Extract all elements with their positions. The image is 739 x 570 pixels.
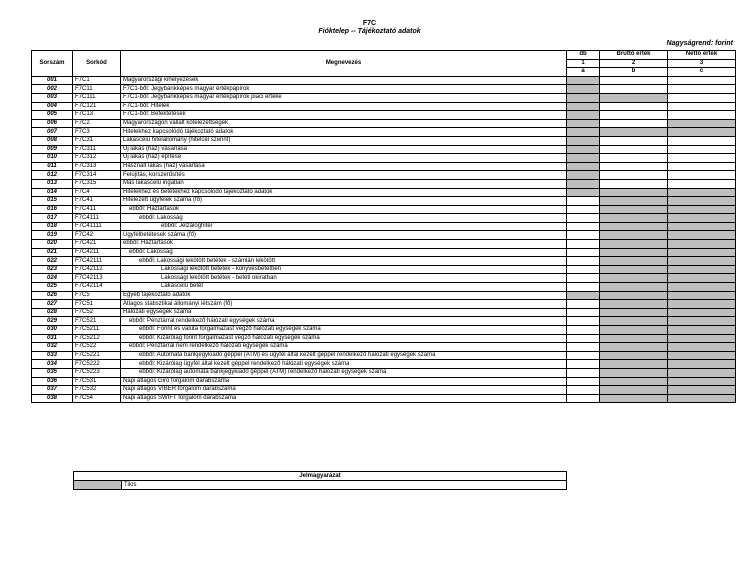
value-cell-brutto bbox=[600, 265, 668, 274]
row-name: ebből: Lakosság bbox=[121, 248, 567, 257]
row-number: 010 bbox=[32, 154, 73, 163]
table-row bbox=[32, 257, 736, 266]
row-name: ebből: Automata bankjegykiadó géppel (ATM) és ügyfél által kezelt géppel rendelkező hálózati egységek száma bbox=[121, 351, 567, 360]
value-cell-db bbox=[567, 197, 600, 206]
value-cell-netto bbox=[668, 300, 736, 309]
value-cell-brutto bbox=[600, 394, 668, 403]
value-cell-db bbox=[567, 248, 600, 257]
row-code: F7C11 bbox=[73, 85, 121, 94]
legend-item-label: Tilos bbox=[122, 481, 567, 490]
col-letter-netto: c bbox=[668, 68, 736, 77]
value-cell-db bbox=[567, 231, 600, 240]
col-header-brutto: Bruttó érték bbox=[600, 51, 668, 60]
row-name: Napi átlagos Giro forgalom darabszáma bbox=[121, 377, 567, 386]
row-number: 011 bbox=[32, 162, 73, 171]
value-cell-netto bbox=[668, 136, 736, 145]
value-cell-netto bbox=[668, 343, 736, 352]
row-code: F7C31 bbox=[73, 136, 121, 145]
legend-swatch bbox=[74, 481, 122, 490]
row-code: F7C52 bbox=[73, 308, 121, 317]
row-code: F7C531 bbox=[73, 377, 121, 386]
row-code: F7C4211 bbox=[73, 248, 121, 257]
table-row bbox=[32, 179, 736, 188]
row-number: 021 bbox=[32, 248, 73, 257]
value-cell-db bbox=[567, 334, 600, 343]
row-name: Használt lakás (ház) vásárlása bbox=[121, 162, 567, 171]
value-cell-db bbox=[567, 386, 600, 395]
value-cell-netto bbox=[668, 283, 736, 292]
value-cell-brutto bbox=[600, 171, 668, 180]
value-cell-brutto bbox=[600, 145, 668, 154]
row-number: 005 bbox=[32, 111, 73, 120]
row-code: F7C5211 bbox=[73, 326, 121, 335]
col-header-netto: Nettó érték bbox=[668, 51, 736, 60]
row-name: Lakossági lekötött betétek - betéti okiratban bbox=[121, 274, 567, 283]
value-cell-db bbox=[567, 154, 600, 163]
value-cell-netto bbox=[668, 188, 736, 197]
value-cell-brutto bbox=[600, 308, 668, 317]
row-code: F7C111 bbox=[73, 93, 121, 102]
row-name: Új lakás (ház) építése bbox=[121, 154, 567, 163]
col-header-sorszam: Sorszám bbox=[32, 51, 73, 77]
row-number: 032 bbox=[32, 343, 73, 352]
value-cell-db bbox=[567, 308, 600, 317]
row-number: 033 bbox=[32, 351, 73, 360]
value-cell-brutto bbox=[600, 162, 668, 171]
value-cell-netto bbox=[668, 171, 736, 180]
row-name: ebből: Kizárólag automata bankjegykiadó géppel (ATM) rendelkező hálózati egységek száma bbox=[121, 368, 567, 377]
table-row bbox=[32, 231, 736, 240]
row-number: 020 bbox=[32, 240, 73, 249]
value-cell-brutto bbox=[600, 248, 668, 257]
value-cell-netto bbox=[668, 240, 736, 249]
value-cell-db bbox=[567, 93, 600, 102]
col-header-sorkod: Sorkód bbox=[73, 51, 121, 77]
value-cell-netto bbox=[668, 162, 736, 171]
row-name: Hitelekhez és betétekhez kapcsolódó tájékoztató adatok bbox=[121, 188, 567, 197]
row-code: F7C4111 bbox=[73, 214, 121, 223]
value-cell-netto bbox=[668, 291, 736, 300]
table-row bbox=[32, 197, 736, 206]
value-cell-netto bbox=[668, 265, 736, 274]
row-name: Magyarországi kihelyezések bbox=[121, 76, 567, 85]
value-cell-netto bbox=[668, 248, 736, 257]
col-letter-db: a bbox=[567, 68, 600, 77]
value-cell-netto bbox=[668, 205, 736, 214]
row-code: F7C421 bbox=[73, 240, 121, 249]
value-cell-brutto bbox=[600, 179, 668, 188]
value-cell-db bbox=[567, 265, 600, 274]
value-cell-netto bbox=[668, 231, 736, 240]
row-name: F7C1-ből: Jegybankképes magyar értékpapírok piaci értéke bbox=[121, 93, 567, 102]
value-cell-netto bbox=[668, 93, 736, 102]
row-name: Más lakáscélú ingatlan bbox=[121, 179, 567, 188]
value-cell-brutto bbox=[600, 119, 668, 128]
row-name: Napi átlagos SWIFT forgalom darabszáma bbox=[121, 394, 567, 403]
row-code: F7C121 bbox=[73, 102, 121, 111]
table-row bbox=[32, 326, 736, 335]
row-code: F7C42112 bbox=[73, 265, 121, 274]
row-name: Lakossági lekötött betétek - könyvesbetétben bbox=[121, 265, 567, 274]
row-name: Hitelezett ügyfelek száma (fő) bbox=[121, 197, 567, 206]
value-cell-brutto bbox=[600, 386, 668, 395]
row-name: Egyéb tájékoztató adatok bbox=[121, 291, 567, 300]
row-code: F7C54 bbox=[73, 394, 121, 403]
row-name: ebből: Forint és valuta forgalmazást végző hálózati egységek száma bbox=[121, 326, 567, 335]
value-cell-db bbox=[567, 162, 600, 171]
row-name: F7C1-ből: Befektetések bbox=[121, 111, 567, 120]
row-number: 019 bbox=[32, 231, 73, 240]
row-name: ebből: Kizárólag ügyfél által kezelt géppel rendelkező hálózati egységek száma bbox=[121, 360, 567, 369]
value-cell-netto bbox=[668, 197, 736, 206]
value-cell-db bbox=[567, 222, 600, 231]
row-number: 003 bbox=[32, 93, 73, 102]
row-number: 025 bbox=[32, 283, 73, 292]
value-cell-brutto bbox=[600, 283, 668, 292]
value-cell-netto bbox=[668, 351, 736, 360]
row-number: 037 bbox=[32, 386, 73, 395]
table-row bbox=[32, 317, 736, 326]
value-cell-db bbox=[567, 145, 600, 154]
row-code: F7C51 bbox=[73, 300, 121, 309]
row-number: 027 bbox=[32, 300, 73, 309]
row-number: 022 bbox=[32, 257, 73, 266]
table-row bbox=[32, 283, 736, 292]
value-cell-brutto bbox=[600, 197, 668, 206]
value-cell-db bbox=[567, 171, 600, 180]
value-cell-netto bbox=[668, 154, 736, 163]
col-number-db: 1 bbox=[567, 59, 600, 68]
row-code: F7C313 bbox=[73, 162, 121, 171]
row-code: F7C42111 bbox=[73, 257, 121, 266]
row-number: 015 bbox=[32, 197, 73, 206]
table-row bbox=[32, 111, 736, 120]
report-subtitle: Fióktelep -- Tájékoztató adatok bbox=[318, 28, 421, 35]
value-cell-brutto bbox=[600, 214, 668, 223]
row-number: 034 bbox=[32, 360, 73, 369]
row-name: ebből: Háztartások bbox=[121, 205, 567, 214]
value-cell-netto bbox=[668, 119, 736, 128]
row-code: F7C411 bbox=[73, 205, 121, 214]
value-cell-db bbox=[567, 102, 600, 111]
row-name: ebből: Lakossági lekötött betétek - számlán lekötött bbox=[121, 257, 567, 266]
value-cell-netto bbox=[668, 274, 736, 283]
row-code: F7C42113 bbox=[73, 274, 121, 283]
table-row bbox=[32, 248, 736, 257]
value-cell-brutto bbox=[600, 222, 668, 231]
value-cell-brutto bbox=[600, 136, 668, 145]
value-cell-netto bbox=[668, 317, 736, 326]
value-cell-netto bbox=[668, 145, 736, 154]
value-cell-brutto bbox=[600, 154, 668, 163]
row-name: Lakáscélú betét bbox=[121, 283, 567, 292]
row-name: ebből: Pénztárral rendelkező hálózati egységek száma bbox=[121, 317, 567, 326]
value-cell-brutto bbox=[600, 240, 668, 249]
table-row bbox=[32, 188, 736, 197]
table-row bbox=[32, 240, 736, 249]
row-name: Magyarországon vállalt kötelezettségek bbox=[121, 119, 567, 128]
value-cell-db bbox=[567, 326, 600, 335]
row-number: 002 bbox=[32, 85, 73, 94]
row-name: Napi átlagos VIBER forgalom darabszáma bbox=[121, 386, 567, 395]
row-name: Hitelekhez kapcsolódó tájékoztató adatok bbox=[121, 128, 567, 137]
table-row bbox=[32, 154, 736, 163]
row-name: ebből: Jelzáloghitel bbox=[121, 222, 567, 231]
value-cell-netto bbox=[668, 179, 736, 188]
row-name: ebből: Háztartások bbox=[121, 240, 567, 249]
value-cell-db bbox=[567, 360, 600, 369]
table-row bbox=[32, 334, 736, 343]
row-number: 028 bbox=[32, 308, 73, 317]
row-code: F7C5212 bbox=[73, 334, 121, 343]
table-row bbox=[32, 171, 736, 180]
row-code: F7C5 bbox=[73, 291, 121, 300]
report-code: F7C bbox=[362, 20, 377, 27]
table-row bbox=[32, 145, 736, 154]
col-number-brutto: 2 bbox=[600, 59, 668, 68]
col-letter-brutto: b bbox=[600, 68, 668, 77]
row-number: 038 bbox=[32, 394, 73, 403]
value-cell-netto bbox=[668, 308, 736, 317]
value-cell-brutto bbox=[600, 93, 668, 102]
value-cell-db bbox=[567, 240, 600, 249]
row-code: F7C532 bbox=[73, 386, 121, 395]
table-row bbox=[32, 308, 736, 317]
row-number: 008 bbox=[32, 136, 73, 145]
table-row bbox=[32, 386, 736, 395]
row-code: F7C311 bbox=[73, 145, 121, 154]
table-row bbox=[32, 162, 736, 171]
row-name: Lakáscélú hitelállomány (hitelcél szerint) bbox=[121, 136, 567, 145]
value-cell-db bbox=[567, 343, 600, 352]
row-code: F7C522 bbox=[73, 343, 121, 352]
row-number: 030 bbox=[32, 326, 73, 335]
row-number: 024 bbox=[32, 274, 73, 283]
row-name: F7C1-ből: Hitelek bbox=[121, 102, 567, 111]
row-number: 001 bbox=[32, 76, 73, 85]
value-cell-brutto bbox=[600, 300, 668, 309]
table-row bbox=[32, 265, 736, 274]
value-cell-db bbox=[567, 394, 600, 403]
row-code: F7C314 bbox=[73, 171, 121, 180]
value-cell-netto bbox=[668, 394, 736, 403]
row-number: 017 bbox=[32, 214, 73, 223]
value-cell-brutto bbox=[600, 351, 668, 360]
value-cell-brutto bbox=[600, 368, 668, 377]
table-row bbox=[32, 274, 736, 283]
row-number: 023 bbox=[32, 265, 73, 274]
row-code: F7C2 bbox=[73, 119, 121, 128]
table-row bbox=[32, 291, 736, 300]
row-name: F7C1-ből: Jegybankképes magyar értékpapírok bbox=[121, 85, 567, 94]
row-number: 004 bbox=[32, 102, 73, 111]
row-name: ebből: Lakosság bbox=[121, 214, 567, 223]
row-number: 007 bbox=[32, 128, 73, 137]
col-number-netto: 3 bbox=[668, 59, 736, 68]
value-cell-db bbox=[567, 368, 600, 377]
row-code: F7C5222 bbox=[73, 360, 121, 369]
row-name: Új lakás (ház) vásárlása bbox=[121, 145, 567, 154]
value-cell-netto bbox=[668, 386, 736, 395]
table-row bbox=[32, 351, 736, 360]
value-cell-brutto bbox=[600, 257, 668, 266]
row-code: F7C315 bbox=[73, 179, 121, 188]
value-cell-db bbox=[567, 179, 600, 188]
value-cell-brutto bbox=[600, 231, 668, 240]
table-row bbox=[32, 360, 736, 369]
value-cell-netto bbox=[668, 326, 736, 335]
value-cell-netto bbox=[668, 222, 736, 231]
row-number: 026 bbox=[32, 291, 73, 300]
value-cell-brutto bbox=[600, 102, 668, 111]
value-cell-netto bbox=[668, 360, 736, 369]
value-cell-brutto bbox=[600, 377, 668, 386]
value-cell-db bbox=[567, 128, 600, 137]
value-cell-db bbox=[567, 351, 600, 360]
value-cell-db bbox=[567, 76, 600, 85]
value-cell-db bbox=[567, 85, 600, 94]
row-number: 035 bbox=[32, 368, 73, 377]
row-number: 009 bbox=[32, 145, 73, 154]
value-cell-brutto bbox=[600, 326, 668, 335]
table-row bbox=[32, 85, 736, 94]
row-code: F7C5223 bbox=[73, 368, 121, 377]
table-row bbox=[32, 214, 736, 223]
table-row bbox=[32, 119, 736, 128]
table-row bbox=[32, 300, 736, 309]
row-code: F7C42 bbox=[73, 231, 121, 240]
table-row bbox=[32, 394, 736, 403]
value-cell-db bbox=[567, 317, 600, 326]
value-cell-brutto bbox=[600, 360, 668, 369]
value-cell-netto bbox=[668, 377, 736, 386]
value-cell-brutto bbox=[600, 291, 668, 300]
value-cell-brutto bbox=[600, 85, 668, 94]
value-cell-brutto bbox=[600, 274, 668, 283]
value-cell-db bbox=[567, 188, 600, 197]
value-cell-netto bbox=[668, 128, 736, 137]
col-header-db: db bbox=[567, 51, 600, 60]
row-number: 012 bbox=[32, 171, 73, 180]
value-cell-db bbox=[567, 119, 600, 128]
row-code: F7C521 bbox=[73, 317, 121, 326]
value-cell-db bbox=[567, 283, 600, 292]
table-row bbox=[32, 368, 736, 377]
row-number: 014 bbox=[32, 188, 73, 197]
table-row bbox=[32, 102, 736, 111]
value-cell-db bbox=[567, 214, 600, 223]
value-cell-db bbox=[567, 257, 600, 266]
row-number: 029 bbox=[32, 317, 73, 326]
table-row bbox=[32, 76, 736, 85]
value-cell-brutto bbox=[600, 343, 668, 352]
row-name: Hálózati egységek száma bbox=[121, 308, 567, 317]
value-cell-db bbox=[567, 300, 600, 309]
value-cell-db bbox=[567, 274, 600, 283]
value-cell-netto bbox=[668, 257, 736, 266]
value-cell-db bbox=[567, 136, 600, 145]
row-code: F7C41 bbox=[73, 197, 121, 206]
value-cell-netto bbox=[668, 85, 736, 94]
table-row bbox=[32, 377, 736, 386]
row-number: 018 bbox=[32, 222, 73, 231]
row-name: Átlagos statisztikai állományi létszám (fő) bbox=[121, 300, 567, 309]
row-number: 006 bbox=[32, 119, 73, 128]
value-cell-db bbox=[567, 377, 600, 386]
value-cell-db bbox=[567, 291, 600, 300]
value-cell-netto bbox=[668, 76, 736, 85]
table-row bbox=[32, 128, 736, 137]
row-number: 013 bbox=[32, 179, 73, 188]
value-cell-netto bbox=[668, 214, 736, 223]
value-cell-brutto bbox=[600, 111, 668, 120]
row-name: ebből: Kizárólag forint forgalmazást végző hálózati egységek száma bbox=[121, 334, 567, 343]
legend-table bbox=[73, 471, 567, 490]
row-number: 036 bbox=[32, 377, 73, 386]
value-cell-db bbox=[567, 111, 600, 120]
legend-title: Jelmagyarázat bbox=[74, 472, 567, 481]
table-row bbox=[32, 136, 736, 145]
row-code: F7C42114 bbox=[73, 283, 121, 292]
row-code: F7C4 bbox=[73, 188, 121, 197]
value-cell-brutto bbox=[600, 188, 668, 197]
table-row bbox=[32, 343, 736, 352]
value-cell-db bbox=[567, 205, 600, 214]
row-code: F7C41111 bbox=[73, 222, 121, 231]
row-name: ebből: Pénztárral nem rendelkező hálózati egységek száma bbox=[121, 343, 567, 352]
row-code: F7C312 bbox=[73, 154, 121, 163]
table-row bbox=[32, 93, 736, 102]
value-cell-netto bbox=[668, 334, 736, 343]
value-cell-brutto bbox=[600, 76, 668, 85]
value-cell-brutto bbox=[600, 128, 668, 137]
report-table bbox=[31, 50, 736, 403]
row-code: F7C5221 bbox=[73, 351, 121, 360]
report-rows bbox=[32, 76, 736, 403]
row-code: F7C3 bbox=[73, 128, 121, 137]
value-cell-netto bbox=[668, 102, 736, 111]
unit-label: Nagyságrend: forint bbox=[666, 40, 733, 47]
row-number: 016 bbox=[32, 205, 73, 214]
value-cell-brutto bbox=[600, 205, 668, 214]
row-name: Felújítás, korszerűsítés bbox=[121, 171, 567, 180]
value-cell-netto bbox=[668, 368, 736, 377]
row-name: Ügyfélbetétesek száma (fő) bbox=[121, 231, 567, 240]
value-cell-netto bbox=[668, 111, 736, 120]
row-code: F7C1 bbox=[73, 76, 121, 85]
row-code: F7C13 bbox=[73, 111, 121, 120]
value-cell-brutto bbox=[600, 317, 668, 326]
table-row bbox=[32, 222, 736, 231]
value-cell-brutto bbox=[600, 334, 668, 343]
col-header-megnevezes: Megnevezés bbox=[121, 51, 567, 77]
table-row bbox=[32, 205, 736, 214]
row-number: 031 bbox=[32, 334, 73, 343]
